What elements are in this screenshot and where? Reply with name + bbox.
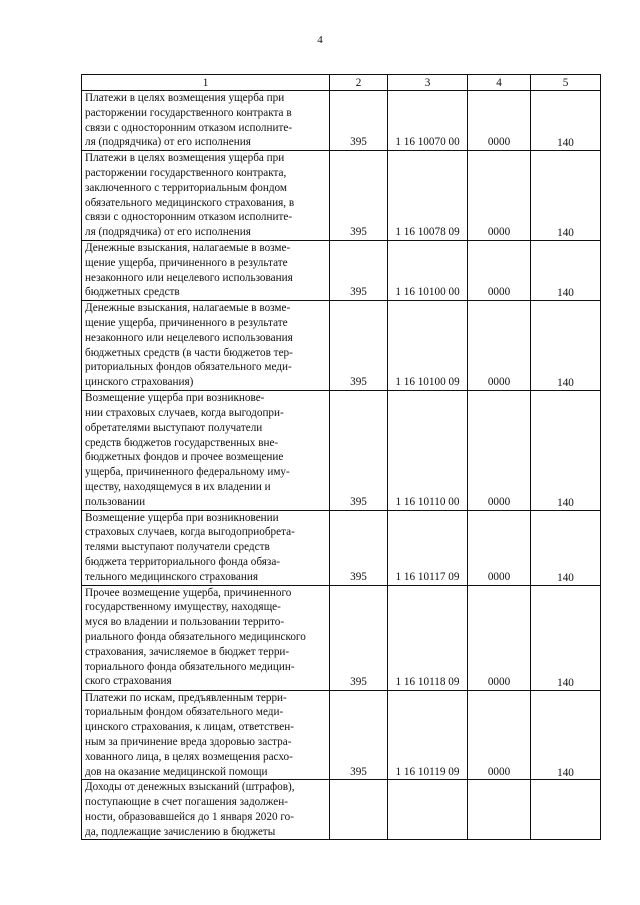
program-code-cell xyxy=(468,780,531,840)
income-code-cell: 1 16 10078 09 xyxy=(388,151,468,241)
program-code-cell: 0000 xyxy=(468,151,531,241)
column-header: 2 xyxy=(330,75,388,91)
table-row xyxy=(82,780,601,840)
column-header: 4 xyxy=(468,75,531,91)
admin-code-cell: 395 xyxy=(330,510,388,585)
admin-code-cell: 395 xyxy=(330,91,388,151)
income-code-cell: 1 16 10119 09 xyxy=(388,690,468,780)
program-code-cell: 0000 xyxy=(468,91,531,151)
economic-code-cell: 140 xyxy=(531,92,601,152)
admin-code-cell: 395 xyxy=(330,585,388,690)
admin-code-cell: 395 xyxy=(330,240,388,300)
table-row xyxy=(82,690,601,780)
program-code-cell: 0000 xyxy=(468,585,531,690)
table-row xyxy=(82,240,601,300)
admin-code-cell xyxy=(330,780,388,840)
income-description-cell: Прочее возмещение ущерба, причиненного государственному имуществу, находяще- муся во владении и пользовании террито- риального фонда обязательного медицинского страхования, зачисляемое в бюджет терри- ториального фонда обязательного медицин- ского страхования xyxy=(82,585,330,690)
income-description-cell: Платежи в целях возмещения ущерба при расторжении государственного контракта, заключенного с территориальным фондом обязательного медицинского страхования, в связи с односторонним отказом исполните- ля (подрядчика) от его исполнения xyxy=(82,151,330,241)
column-header: 5 xyxy=(531,75,601,91)
table-header-row xyxy=(82,75,601,91)
admin-code-cell: 395 xyxy=(330,391,388,510)
income-code-cell: 1 16 10118 09 xyxy=(388,585,468,690)
admin-code-cell: 395 xyxy=(330,151,388,241)
income-code-cell xyxy=(388,780,468,840)
economic-code-cell: 140 xyxy=(531,392,601,511)
income-description-cell: Денежные взыскания, налагаемые в возме- щение ущерба, причиненного в результате незаконного или нецелевого использования бюджетных средств xyxy=(82,240,330,300)
income-code-cell: 1 16 10100 09 xyxy=(388,301,468,391)
income-code-cell: 1 16 10070 00 xyxy=(388,91,468,151)
income-description-cell: Платежи по искам, предъявленным терри- ториальным фондом обязательного меди- цинского страхования, к лицам, ответствен- ным за причинение вреда здоровью застра- хованного лица, в целях возмещения расхо- дов на оказание медицинской помощи xyxy=(82,690,330,780)
table-row xyxy=(82,151,601,241)
table-row xyxy=(82,585,601,690)
income-code-cell: 1 16 10117 09 xyxy=(388,510,468,585)
economic-code-cell: 140 xyxy=(531,152,601,242)
income-description-cell: Платежи в целях возмещения ущерба при расторжении государственного контракта в связи с односторонним отказом исполните- ля (подрядчика) от его исполнения xyxy=(82,91,330,151)
income-description-cell: Денежные взыскания, налагаемые в возме- щение ущерба, причиненного в результате незаконного или нецелевого использования бюджетных средств (в части бюджетов тер- риториальных фондов обязательного меди- цинского страхования) xyxy=(82,301,330,391)
table-row xyxy=(82,391,601,510)
economic-code-cell xyxy=(531,781,601,841)
income-description-cell: Возмещение ущерба при возникновении страховых случаев, когда выгодоприобрета- телями выступают получатели средств бюджета территориального фонда обяза- тельного медицинского страхования xyxy=(82,510,330,585)
admin-code-cell: 395 xyxy=(330,690,388,780)
economic-code-cell: 140 xyxy=(531,302,601,392)
economic-code-cell: 140 xyxy=(531,691,601,781)
table-row xyxy=(82,91,601,151)
page-number: 4 xyxy=(317,34,323,46)
income-code-cell: 1 16 10110 00 xyxy=(388,391,468,510)
budget-classification-table xyxy=(81,74,601,840)
economic-code-cell: 140 xyxy=(531,511,601,586)
income-description-cell: Возмещение ущерба при возникнове- нии страховых случаев, когда выгодопри- обретателями выступают получатели средств бюджетов государственных вне- бюджетных фондов и прочее возмещение ущерба, причиненного федеральному иму- ществу, находящемуся в их владении и пользовании xyxy=(82,391,330,510)
economic-code-cell: 140 xyxy=(531,241,601,301)
program-code-cell: 0000 xyxy=(468,301,531,391)
table-row xyxy=(82,510,601,585)
program-code-cell: 0000 xyxy=(468,240,531,300)
program-code-cell: 0000 xyxy=(468,510,531,585)
program-code-cell: 0000 xyxy=(468,690,531,780)
income-description-cell: Доходы от денежных взысканий (штрафов), поступающие в счет погашения задолжен- ности, образовавшейся до 1 января 2020 го- да, подлежащие зачислению в бюджеты xyxy=(82,780,330,840)
admin-code-cell: 395 xyxy=(330,301,388,391)
column-header: 3 xyxy=(388,75,468,91)
income-code-cell: 1 16 10100 00 xyxy=(388,240,468,300)
column-header: 1 xyxy=(82,75,330,91)
economic-code-cell: 140 xyxy=(531,586,601,691)
program-code-cell: 0000 xyxy=(468,391,531,510)
table-row xyxy=(82,301,601,391)
